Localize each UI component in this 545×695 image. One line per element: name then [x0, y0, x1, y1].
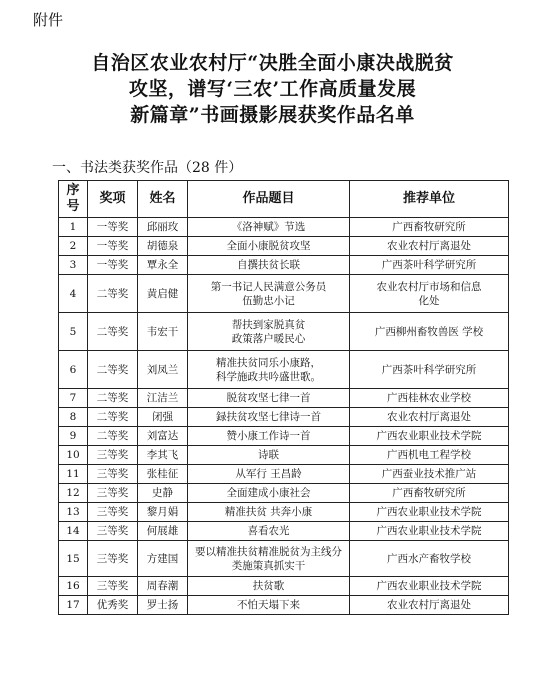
cell-title-line: 帮扶到家脱真贫	[231, 318, 306, 331]
cell-unit	[350, 218, 509, 237]
cell-unit-line: 广西茶叶科学研究所	[381, 363, 477, 376]
cell-title	[188, 389, 350, 408]
cell-name: 闭强	[138, 408, 188, 427]
cell-title-line: 要以精准扶贫精准脱贫为主线分	[195, 545, 342, 558]
cell-unit	[350, 408, 509, 427]
title-line-1: 自治区农业农村厅“决胜全面小康决战脱贫	[91, 52, 454, 74]
cell-title	[188, 351, 350, 389]
cell-title	[188, 408, 350, 427]
cell-no: 10	[59, 446, 88, 465]
cell-unit-line: 广西柳州畜牧兽医 学校	[374, 325, 484, 338]
cell-no: 16	[59, 577, 88, 596]
table-row	[59, 446, 509, 465]
cell-title-line: 脱贫攻坚七律一首	[226, 392, 311, 404]
cell-no: 17	[59, 596, 88, 615]
cell-name: 江洁兰	[138, 389, 188, 408]
cell-title-line: 类施策真抓实干	[231, 559, 306, 572]
cell-name: 黎月娟	[138, 503, 188, 522]
cell-award: 二等奖	[88, 275, 138, 313]
table-row	[59, 351, 509, 389]
cell-award: 一等奖	[88, 256, 138, 275]
title-line-2: 攻坚，谱写‘三农’工作高质量发展	[128, 78, 417, 100]
cell-no: 8	[59, 408, 88, 427]
table-row	[59, 313, 509, 351]
cell-unit	[350, 351, 509, 389]
cell-unit-line: 化处	[418, 294, 440, 307]
cell-no: 7	[59, 389, 88, 408]
cell-name: 李其飞	[138, 446, 188, 465]
cell-unit-line: 农业农村厅市场和信息	[376, 280, 482, 293]
cell-unit-line: 广西水产畜牧学校	[387, 552, 471, 565]
document-title	[0, 50, 545, 128]
cell-unit-line: 农业农村厅离退处	[387, 599, 471, 611]
cell-award: 三等奖	[88, 503, 138, 522]
header-no: 序 号	[59, 181, 88, 218]
cell-title	[188, 218, 350, 237]
table-row	[59, 596, 509, 615]
cell-title-line: 録扶贫攻坚七律诗一首	[216, 411, 321, 423]
cell-award: 三等奖	[88, 577, 138, 596]
cell-title-line: 自撰扶贫长联	[237, 259, 300, 271]
cell-unit-line: 广西农业职业技术学院	[376, 580, 482, 592]
cell-name: 刘富达	[138, 427, 188, 446]
cell-title-line: 不怕天塌下来	[237, 599, 300, 611]
cell-title-line: 精准扶贫 共奔小康	[224, 506, 313, 518]
cell-no: 15	[59, 541, 88, 577]
table-row	[59, 465, 509, 484]
cell-unit-line: 广西畜牧研究所	[392, 221, 466, 233]
cell-title	[188, 577, 350, 596]
cell-award: 三等奖	[88, 484, 138, 503]
section-heading: 一、书法类获奖作品（28 件）	[52, 160, 243, 176]
cell-unit-line: 农业农村厅离退处	[387, 411, 471, 423]
cell-name: 覃永全	[138, 256, 188, 275]
cell-award: 一等奖	[88, 218, 138, 237]
cell-unit	[350, 313, 509, 351]
cell-unit	[350, 577, 509, 596]
cell-unit	[350, 503, 509, 522]
cell-award: 三等奖	[88, 465, 138, 484]
cell-name: 刘凤兰	[138, 351, 188, 389]
cell-title-line: 第一书记人民满意公务员	[210, 280, 327, 293]
cell-title-line: 从军行 王昌龄	[235, 468, 302, 480]
awards-table	[58, 180, 509, 615]
cell-no: 14	[59, 522, 88, 541]
cell-name: 张桂征	[138, 465, 188, 484]
cell-unit	[350, 275, 509, 313]
cell-name: 胡德泉	[138, 237, 188, 256]
cell-award: 三等奖	[88, 522, 138, 541]
table-row	[59, 522, 509, 541]
cell-title	[188, 541, 350, 577]
cell-unit	[350, 596, 509, 615]
cell-name: 何展雄	[138, 522, 188, 541]
cell-unit	[350, 465, 509, 484]
cell-no: 6	[59, 351, 88, 389]
cell-title	[188, 484, 350, 503]
cell-title	[188, 446, 350, 465]
cell-title-line: 《洛神赋》节选	[231, 221, 306, 233]
cell-unit-line: 广西畜牧研究所	[392, 487, 466, 499]
table-row	[59, 427, 509, 446]
table-row	[59, 256, 509, 275]
cell-unit-line: 广西蚕业技术推广站	[381, 468, 477, 480]
table-header-row	[59, 181, 509, 218]
cell-title-line: 扶贫歌	[252, 580, 285, 592]
header-title: 作品题目	[188, 181, 350, 218]
cell-award: 二等奖	[88, 408, 138, 427]
table-row	[59, 218, 509, 237]
cell-no: 12	[59, 484, 88, 503]
cell-title-line: 诗联	[258, 449, 279, 461]
cell-no: 4	[59, 275, 88, 313]
cell-title	[188, 237, 350, 256]
cell-title-line: 精准扶贫同乐小康路，	[216, 356, 321, 369]
cell-name: 史静	[138, 484, 188, 503]
cell-award: 三等奖	[88, 541, 138, 577]
cell-unit	[350, 522, 509, 541]
cell-name: 邱丽玫	[138, 218, 188, 237]
cell-unit-line: 广西桂林农业学校	[387, 392, 471, 404]
header-unit: 推荐单位	[350, 181, 509, 218]
table-row	[59, 541, 509, 577]
table-row	[59, 408, 509, 427]
header-award: 奖项	[88, 181, 138, 218]
table-row	[59, 484, 509, 503]
cell-title	[188, 256, 350, 275]
cell-unit	[350, 541, 509, 577]
table-row	[59, 389, 509, 408]
table-row	[59, 577, 509, 596]
cell-title	[188, 427, 350, 446]
attachment-label: 附件	[33, 11, 64, 29]
cell-no: 9	[59, 427, 88, 446]
cell-name: 方建国	[138, 541, 188, 577]
cell-unit-line: 广西农业职业技术学院	[376, 430, 482, 442]
cell-title	[188, 522, 350, 541]
cell-award: 二等奖	[88, 389, 138, 408]
cell-unit	[350, 484, 509, 503]
cell-unit-line: 广西农业职业技术学院	[376, 506, 482, 518]
cell-unit	[350, 256, 509, 275]
cell-no: 2	[59, 237, 88, 256]
cell-title-line: 全面建成小康社会	[226, 487, 311, 499]
cell-no: 13	[59, 503, 88, 522]
cell-unit-line: 广西茶叶科学研究所	[381, 259, 477, 271]
cell-title	[188, 313, 350, 351]
table-row	[59, 237, 509, 256]
cell-unit	[350, 389, 509, 408]
cell-no: 3	[59, 256, 88, 275]
cell-unit	[350, 427, 509, 446]
cell-award: 一等奖	[88, 237, 138, 256]
cell-title-line: 科学施政共吟盛世歌。	[216, 370, 321, 383]
cell-award: 二等奖	[88, 313, 138, 351]
cell-no: 1	[59, 218, 88, 237]
cell-title-line: 喜看农光	[247, 525, 290, 537]
cell-no: 5	[59, 313, 88, 351]
cell-name: 韦宏干	[138, 313, 188, 351]
cell-unit	[350, 446, 509, 465]
cell-name: 罗士扬	[138, 596, 188, 615]
cell-title-line: 政策落户暖民心	[231, 332, 306, 345]
cell-award: 优秀奖	[88, 596, 138, 615]
cell-unit-line: 广西农业职业技术学院	[376, 525, 482, 537]
cell-title-line: 伍勤忠小记	[242, 294, 295, 307]
cell-unit-line: 广西机电工程学校	[387, 449, 471, 461]
cell-title-line: 全面小康脱贫攻坚	[226, 240, 311, 252]
header-name: 姓名	[138, 181, 188, 218]
cell-award: 三等奖	[88, 446, 138, 465]
cell-title	[188, 596, 350, 615]
table-row	[59, 503, 509, 522]
cell-title	[188, 503, 350, 522]
cell-title	[188, 465, 350, 484]
table-row	[59, 275, 509, 313]
cell-title-line: 赞小康工作诗一首	[226, 430, 311, 442]
cell-award: 二等奖	[88, 427, 138, 446]
cell-unit-line: 农业农村厅离退处	[387, 240, 471, 252]
cell-no: 11	[59, 465, 88, 484]
title-line-3: 新篇章”书画摄影展获奖作品名单	[130, 104, 415, 126]
cell-name: 周春潮	[138, 577, 188, 596]
cell-unit	[350, 237, 509, 256]
cell-award: 二等奖	[88, 351, 138, 389]
cell-name: 黄启健	[138, 275, 188, 313]
cell-title	[188, 275, 350, 313]
